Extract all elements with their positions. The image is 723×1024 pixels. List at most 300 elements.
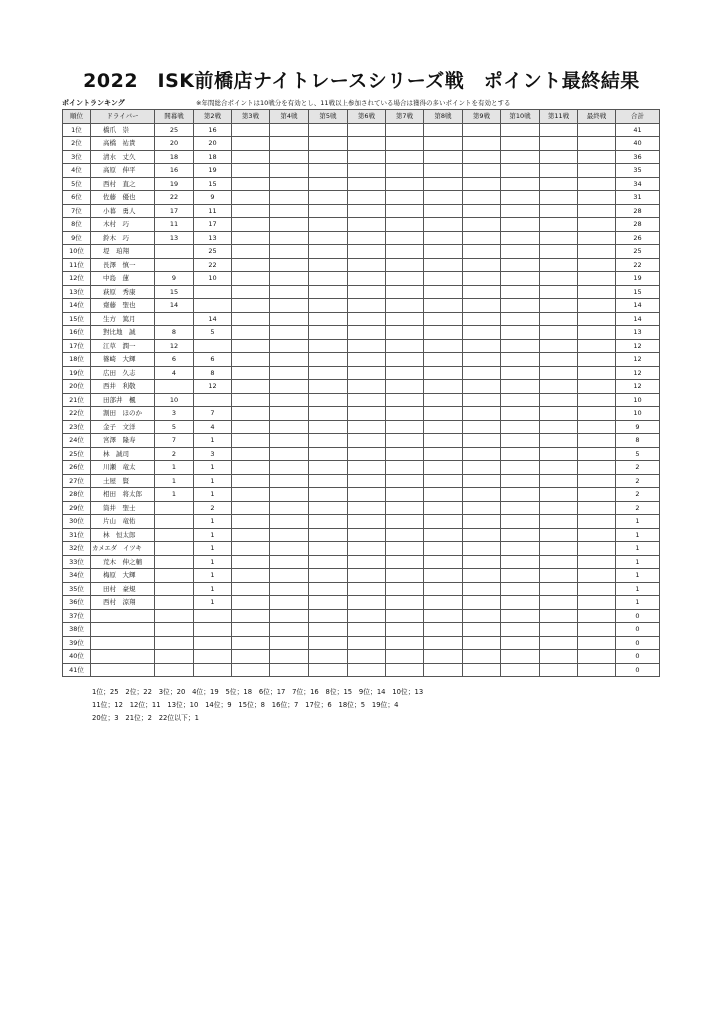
round-5-points <box>309 123 348 137</box>
round-10-points <box>501 150 540 164</box>
round-9-points <box>463 366 501 380</box>
table-row <box>63 515 660 529</box>
round-2-points <box>194 339 232 353</box>
total-points: 35 <box>616 164 660 178</box>
round-10-points <box>501 542 540 556</box>
round-6-points <box>348 285 386 299</box>
round-6-points <box>348 366 386 380</box>
table-row <box>63 623 660 637</box>
total-points: 13 <box>616 326 660 340</box>
round-7-points <box>386 461 424 475</box>
rank-cell: 28位 <box>63 488 91 502</box>
driver-cell: 堤 珀翔 <box>91 245 155 259</box>
round-3-points <box>232 285 270 299</box>
total-points: 28 <box>616 204 660 218</box>
round-10-points <box>501 218 540 232</box>
round-5-points <box>309 285 348 299</box>
final-round-points <box>578 272 616 286</box>
round-1-points: 10 <box>155 393 194 407</box>
round-3-points <box>232 474 270 488</box>
round-10-points <box>501 623 540 637</box>
column-header: 第3戦 <box>232 110 270 124</box>
round-3-points <box>232 137 270 151</box>
total-points: 1 <box>616 528 660 542</box>
round-1-points <box>155 596 194 610</box>
round-10-points <box>501 650 540 664</box>
round-9-points <box>463 393 501 407</box>
rank-cell: 29位 <box>63 501 91 515</box>
round-8-points <box>424 650 463 664</box>
round-4-points <box>270 339 309 353</box>
round-11-points <box>540 164 578 178</box>
round-9-points <box>463 204 501 218</box>
subheader <box>62 98 662 108</box>
round-3-points <box>232 191 270 205</box>
round-4-points <box>270 515 309 529</box>
driver-cell: 広田 久志 <box>91 366 155 380</box>
table-row <box>63 137 660 151</box>
round-3-points <box>232 272 270 286</box>
round-7-points <box>386 434 424 448</box>
round-8-points <box>424 528 463 542</box>
driver-cell: 林 恒太郎 <box>91 528 155 542</box>
round-7-points <box>386 231 424 245</box>
table-row <box>63 461 660 475</box>
total-points: 1 <box>616 582 660 596</box>
round-5-points <box>309 245 348 259</box>
round-7-points <box>386 596 424 610</box>
round-9-points <box>463 623 501 637</box>
final-round-points <box>578 326 616 340</box>
total-points: 34 <box>616 177 660 191</box>
final-round-points <box>578 555 616 569</box>
round-3-points <box>232 609 270 623</box>
round-5-points <box>309 366 348 380</box>
round-8-points <box>424 488 463 502</box>
round-5-points <box>309 339 348 353</box>
total-points: 2 <box>616 474 660 488</box>
round-11-points <box>540 555 578 569</box>
final-round-points <box>578 339 616 353</box>
final-round-points <box>578 474 616 488</box>
round-9-points <box>463 123 501 137</box>
rank-cell: 16位 <box>63 326 91 340</box>
round-7-points <box>386 393 424 407</box>
round-11-points <box>540 245 578 259</box>
total-points: 25 <box>616 245 660 259</box>
round-7-points <box>386 150 424 164</box>
rank-cell: 21位 <box>63 393 91 407</box>
driver-cell: 鈴木 巧 <box>91 231 155 245</box>
round-3-points <box>232 299 270 313</box>
round-3-points <box>232 366 270 380</box>
round-1-points: 15 <box>155 285 194 299</box>
round-3-points <box>232 245 270 259</box>
round-5-points <box>309 326 348 340</box>
total-points: 9 <box>616 420 660 434</box>
round-9-points <box>463 164 501 178</box>
final-round-points <box>578 623 616 637</box>
round-9-points <box>463 177 501 191</box>
round-6-points <box>348 123 386 137</box>
round-4-points <box>270 596 309 610</box>
round-7-points <box>386 123 424 137</box>
round-4-points <box>270 164 309 178</box>
table-row <box>63 407 660 421</box>
round-4-points <box>270 528 309 542</box>
round-1-points <box>155 258 194 272</box>
driver-cell: 宮澤 隆寿 <box>91 434 155 448</box>
round-1-points: 1 <box>155 488 194 502</box>
round-3-points <box>232 542 270 556</box>
round-8-points <box>424 177 463 191</box>
total-points: 31 <box>616 191 660 205</box>
ranking-body <box>63 123 660 677</box>
round-7-points <box>386 326 424 340</box>
round-1-points <box>155 528 194 542</box>
round-9-points <box>463 231 501 245</box>
round-8-points <box>424 137 463 151</box>
round-3-points <box>232 326 270 340</box>
round-1-points: 22 <box>155 191 194 205</box>
round-1-points <box>155 380 194 394</box>
round-11-points <box>540 258 578 272</box>
final-round-points <box>578 447 616 461</box>
column-header: 開幕戦 <box>155 110 194 124</box>
round-3-points <box>232 380 270 394</box>
round-8-points <box>424 380 463 394</box>
rank-cell: 10位 <box>63 245 91 259</box>
round-11-points <box>540 231 578 245</box>
total-points: 0 <box>616 609 660 623</box>
round-4-points <box>270 326 309 340</box>
table-row <box>63 596 660 610</box>
round-7-points <box>386 164 424 178</box>
final-round-points <box>578 501 616 515</box>
round-5-points <box>309 177 348 191</box>
round-7-points <box>386 636 424 650</box>
rank-cell: 15位 <box>63 312 91 326</box>
round-9-points <box>463 447 501 461</box>
legend-line: 1位；25 2位；22 3位；20 4位；19 5位；18 6位；17 7位；16 8位；15 9位；14 10位；13 <box>92 688 424 696</box>
total-points: 12 <box>616 366 660 380</box>
round-5-points <box>309 488 348 502</box>
rank-cell: 31位 <box>63 528 91 542</box>
round-4-points <box>270 353 309 367</box>
round-1-points <box>155 312 194 326</box>
round-11-points <box>540 488 578 502</box>
driver-cell <box>91 609 155 623</box>
table-row <box>63 636 660 650</box>
round-2-points: 25 <box>194 245 232 259</box>
round-4-points <box>270 380 309 394</box>
round-3-points <box>232 663 270 677</box>
round-10-points <box>501 501 540 515</box>
round-10-points <box>501 569 540 583</box>
total-points: 12 <box>616 339 660 353</box>
rank-cell: 23位 <box>63 420 91 434</box>
round-8-points <box>424 339 463 353</box>
round-8-points <box>424 663 463 677</box>
round-11-points <box>540 177 578 191</box>
round-9-points <box>463 609 501 623</box>
round-5-points <box>309 204 348 218</box>
round-8-points <box>424 245 463 259</box>
round-3-points <box>232 501 270 515</box>
round-4-points <box>270 191 309 205</box>
page-title: 2022 ISK前橋店ナイトレースシリーズ戦 ポイント最終結果 <box>83 70 640 92</box>
round-4-points <box>270 474 309 488</box>
round-6-points <box>348 488 386 502</box>
round-10-points <box>501 285 540 299</box>
final-round-points <box>578 245 616 259</box>
round-7-points <box>386 501 424 515</box>
rank-cell: 12位 <box>63 272 91 286</box>
round-5-points <box>309 380 348 394</box>
round-5-points <box>309 218 348 232</box>
round-9-points <box>463 150 501 164</box>
round-10-points <box>501 461 540 475</box>
final-round-points <box>578 636 616 650</box>
round-4-points <box>270 312 309 326</box>
round-9-points <box>463 515 501 529</box>
round-10-points <box>501 636 540 650</box>
total-points: 5 <box>616 447 660 461</box>
table-row <box>63 177 660 191</box>
total-points: 1 <box>616 542 660 556</box>
round-2-points <box>194 299 232 313</box>
final-round-points <box>578 164 616 178</box>
round-10-points <box>501 204 540 218</box>
round-4-points <box>270 177 309 191</box>
round-4-points <box>270 501 309 515</box>
round-2-points <box>194 285 232 299</box>
round-6-points <box>348 150 386 164</box>
points-note: ※年間総合ポイントは10戦分を有効とし、11戦以上参加されている場合は獲得の多いポイントを有効とする <box>196 99 511 107</box>
rank-cell: 33位 <box>63 555 91 569</box>
round-3-points <box>232 393 270 407</box>
driver-cell: 對比地 誠 <box>91 326 155 340</box>
round-11-points <box>540 623 578 637</box>
round-2-points: 10 <box>194 272 232 286</box>
round-11-points <box>540 596 578 610</box>
table-row <box>63 245 660 259</box>
rank-cell: 37位 <box>63 609 91 623</box>
round-11-points <box>540 312 578 326</box>
round-9-points <box>463 380 501 394</box>
round-8-points <box>424 204 463 218</box>
round-10-points <box>501 515 540 529</box>
round-3-points <box>232 596 270 610</box>
round-10-points <box>501 407 540 421</box>
round-8-points <box>424 555 463 569</box>
round-3-points <box>232 623 270 637</box>
round-3-points <box>232 650 270 664</box>
round-4-points <box>270 542 309 556</box>
driver-cell: 萩原 秀康 <box>91 285 155 299</box>
driver-cell: 片山 竜佑 <box>91 515 155 529</box>
round-2-points <box>194 609 232 623</box>
round-3-points <box>232 461 270 475</box>
round-9-points <box>463 299 501 313</box>
final-round-points <box>578 380 616 394</box>
round-2-points <box>194 636 232 650</box>
total-points: 12 <box>616 380 660 394</box>
final-round-points <box>578 650 616 664</box>
total-points: 0 <box>616 650 660 664</box>
column-header: 第5戦 <box>309 110 348 124</box>
round-4-points <box>270 623 309 637</box>
table-row <box>63 339 660 353</box>
round-7-points <box>386 663 424 677</box>
round-2-points: 9 <box>194 191 232 205</box>
table-row <box>63 218 660 232</box>
total-points: 22 <box>616 258 660 272</box>
round-2-points: 20 <box>194 137 232 151</box>
driver-cell: 西井 利敬 <box>91 380 155 394</box>
rank-cell: 11位 <box>63 258 91 272</box>
total-points: 15 <box>616 285 660 299</box>
column-header: 第8戦 <box>424 110 463 124</box>
round-6-points <box>348 339 386 353</box>
round-4-points <box>270 366 309 380</box>
rank-cell: 35位 <box>63 582 91 596</box>
round-9-points <box>463 555 501 569</box>
round-7-points <box>386 245 424 259</box>
round-9-points <box>463 636 501 650</box>
round-3-points <box>232 312 270 326</box>
round-7-points <box>386 420 424 434</box>
round-5-points <box>309 393 348 407</box>
round-5-points <box>309 258 348 272</box>
column-header: 順位 <box>63 110 91 124</box>
round-6-points <box>348 623 386 637</box>
round-3-points <box>232 582 270 596</box>
total-points: 0 <box>616 636 660 650</box>
final-round-points <box>578 434 616 448</box>
round-10-points <box>501 474 540 488</box>
round-11-points <box>540 420 578 434</box>
column-header: ドライバー <box>91 110 155 124</box>
round-6-points <box>348 204 386 218</box>
round-1-points: 19 <box>155 177 194 191</box>
total-points: 14 <box>616 299 660 313</box>
driver-cell <box>91 650 155 664</box>
rank-cell: 7位 <box>63 204 91 218</box>
rank-cell: 32位 <box>63 542 91 556</box>
round-11-points <box>540 285 578 299</box>
round-4-points <box>270 488 309 502</box>
round-7-points <box>386 609 424 623</box>
round-5-points <box>309 501 348 515</box>
rank-cell: 19位 <box>63 366 91 380</box>
round-1-points <box>155 609 194 623</box>
rank-cell: 18位 <box>63 353 91 367</box>
round-6-points <box>348 272 386 286</box>
round-8-points <box>424 515 463 529</box>
round-9-points <box>463 434 501 448</box>
table-row <box>63 231 660 245</box>
driver-cell: 土屋 賢 <box>91 474 155 488</box>
round-8-points <box>424 150 463 164</box>
round-7-points <box>386 623 424 637</box>
column-header: 第10戦 <box>501 110 540 124</box>
rank-cell: 6位 <box>63 191 91 205</box>
round-8-points <box>424 623 463 637</box>
rank-cell: 38位 <box>63 623 91 637</box>
round-2-points: 12 <box>194 380 232 394</box>
rank-cell: 25位 <box>63 447 91 461</box>
table-row <box>63 258 660 272</box>
round-2-points: 1 <box>194 569 232 583</box>
round-1-points <box>155 650 194 664</box>
round-11-points <box>540 326 578 340</box>
round-4-points <box>270 663 309 677</box>
round-3-points <box>232 123 270 137</box>
round-10-points <box>501 609 540 623</box>
round-6-points <box>348 515 386 529</box>
round-2-points: 16 <box>194 123 232 137</box>
total-points: 41 <box>616 123 660 137</box>
round-3-points <box>232 447 270 461</box>
table-row <box>63 326 660 340</box>
final-round-points <box>578 366 616 380</box>
rank-cell: 26位 <box>63 461 91 475</box>
round-11-points <box>540 501 578 515</box>
round-5-points <box>309 434 348 448</box>
final-round-points <box>578 177 616 191</box>
final-round-points <box>578 123 616 137</box>
final-round-points <box>578 285 616 299</box>
round-10-points <box>501 596 540 610</box>
round-8-points <box>424 461 463 475</box>
round-4-points <box>270 393 309 407</box>
table-row <box>63 569 660 583</box>
round-6-points <box>348 393 386 407</box>
round-2-points: 1 <box>194 461 232 475</box>
round-3-points <box>232 407 270 421</box>
round-8-points <box>424 393 463 407</box>
round-2-points: 1 <box>194 596 232 610</box>
round-1-points: 5 <box>155 420 194 434</box>
round-2-points: 15 <box>194 177 232 191</box>
table-row <box>63 366 660 380</box>
round-2-points: 4 <box>194 420 232 434</box>
round-9-points <box>463 528 501 542</box>
round-1-points <box>155 515 194 529</box>
round-4-points <box>270 447 309 461</box>
round-3-points <box>232 569 270 583</box>
final-round-points <box>578 609 616 623</box>
round-8-points <box>424 447 463 461</box>
rank-cell: 4位 <box>63 164 91 178</box>
table-row <box>63 380 660 394</box>
round-9-points <box>463 474 501 488</box>
round-8-points <box>424 407 463 421</box>
final-round-points <box>578 258 616 272</box>
round-6-points <box>348 164 386 178</box>
table-row <box>63 285 660 299</box>
round-9-points <box>463 339 501 353</box>
round-2-points: 1 <box>194 515 232 529</box>
round-2-points: 17 <box>194 218 232 232</box>
round-1-points: 17 <box>155 204 194 218</box>
rank-cell: 41位 <box>63 663 91 677</box>
round-8-points <box>424 299 463 313</box>
round-6-points <box>348 582 386 596</box>
round-1-points: 3 <box>155 407 194 421</box>
round-11-points <box>540 137 578 151</box>
